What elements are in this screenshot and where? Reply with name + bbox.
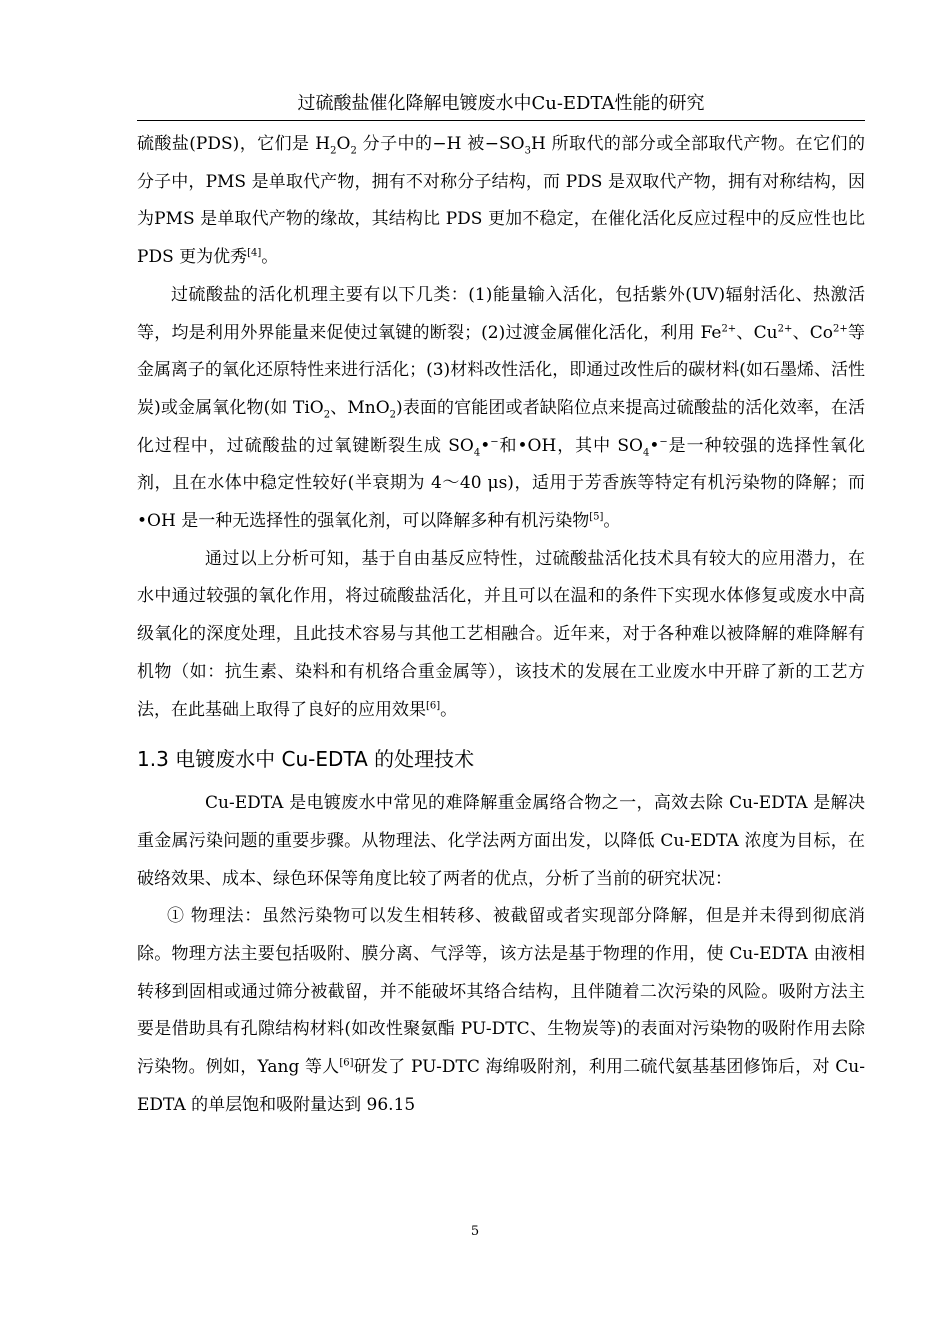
subscript: 2 (350, 145, 357, 157)
superscript: 2+ (777, 322, 793, 334)
text-run: 、Co (792, 322, 834, 343)
text-run: O (336, 134, 351, 154)
superscript: − (490, 435, 499, 447)
text-run: 等金属离子的氧化还原特性来进行活化；(3)材料改性活化，即通过改性后的碳材料(如石墨烯、活性炭)或金属氧化物(如 TiO (137, 322, 866, 418)
subscript: 2 (389, 409, 397, 421)
superscript: 2+ (833, 322, 848, 334)
subscript: 2 (330, 145, 337, 157)
text-run: 通过以上分析可知，基于自由基反应特性，过硫酸盐活化技术具有较大的应用潜力，在水中通过较强的氧化作用，将过硫酸盐活化，并且可以在温和的条件下实现水体修复或废水中高级氧化的深度处理，且此技术容易与其他工艺相融合。近年来，对于各种难以被降解的难降解有机物（如：抗生素、染料和有机络合重金属等），该技术的发展在工业废水中开辟了新的工艺方法，在此基础上取得了良好的应用效果 (137, 548, 865, 720)
superscript: − (659, 435, 668, 447)
citation: [4] (247, 247, 262, 259)
text-run: 和•OH，其中 SO (498, 435, 643, 456)
paragraph-4: Cu-EDTA 是电镀废水中常见的难降解重金属络合物之一，高效去除 Cu-EDTA 是解决重金属污染问题的重要步骤。从物理法、化学法两方面出发，以降低 Cu-EDTA 浓度为目标，在破络效果、成本、绿色环保等角度比较了两者的优点，分析了当前的研究状况： (137, 793, 865, 889)
subscript: 2 (323, 409, 331, 421)
text-run: 。 (603, 511, 621, 532)
citation: [6] (339, 1057, 354, 1069)
text-run: • (649, 435, 660, 456)
text-run: 研发了 PU-DTC 海绵吸附剂，利用二硫代氨基基团修饰后，对 Cu-EDTA 的单层饱和吸附量达到 96.15 (137, 1057, 865, 1115)
paragraph-1 (137, 126, 865, 277)
text-run: 、Cu (736, 322, 778, 343)
text-run: • (480, 435, 491, 456)
text-run: 过硫酸盐的活化机理主要有以下几类：(1)能量输入活化，包括紫外(UV)辐射活化、热激活等，均是利用外界能量来促使过氧键的断裂；(2)过渡金属催化活化，利用 Fe (137, 284, 865, 343)
section-heading: 1.3 电镀废水中 Cu-EDTA 的处理技术 (137, 747, 475, 772)
citation: [6] (426, 699, 441, 711)
text-run: 是一种较强的选择性氧化剂，且在水体中稳定性较好(半衰期为 4～40 μs)，适用于芳香族等特定有机污染物的降解；而•OH 是一种无选择性的强氧化剂，可以降解多种有机污染物 (137, 435, 866, 532)
subscript: 3 (524, 145, 531, 157)
text-run: 、MnO (330, 397, 390, 418)
text-run: )表面的官能团或者缺陷位点来提高过硫酸盐的活化效率，在活化过程中，过硫酸盐的过氧键断裂生成 SO (137, 397, 866, 456)
body-text (137, 126, 865, 1125)
text-run: H 所取代的部分或全部取代产物。在它们的分子中，PMS 是单取代产物，拥有不对称分子结构，而 PDS 是双取代产物，拥有对称结构，因为PMS 是单取代产物的缘故，其结构比 PDS 更加不稳定，在催化活化反应过程中的反应性也比 PDS 更为优秀 (137, 134, 865, 268)
subscript: 4 (473, 447, 481, 459)
text-run: 硫酸盐(PDS)，它们是 H (137, 134, 331, 154)
text-run: 。 (440, 699, 458, 720)
text-run: 分子中的−H 被−SO (356, 134, 525, 154)
running-header: 过硫酸盐催化降解电镀废水中Cu-EDTA性能的研究 (137, 90, 865, 121)
paragraph-3 (137, 541, 865, 730)
superscript: 2+ (721, 322, 737, 334)
paragraph-5 (137, 898, 865, 1124)
paragraph-2 (137, 277, 865, 541)
subscript: 4 (642, 447, 650, 459)
text-run: ① 物理法：虽然污染物可以发生相转移、被截留或者实现部分降解，但是并未得到彻底消除。物理方法主要包括吸附、膜分离、气浮等，该方法是基于物理的作用，使 Cu-EDTA 由液相转移到固相或通过筛分被截留，并不能破坏其络合结构，且伴随着二次污染的风险。吸附方法主要是借助具有孔隙结构材料(如改性聚氨酯 PU-DTC、生物炭等)的表面对污染物的吸附作用去除污染物。例如，Yang 等人 (137, 906, 865, 1078)
citation: [5] (589, 511, 604, 523)
text-run: 。 (261, 247, 279, 268)
page-number: 5 (470, 1224, 480, 1239)
